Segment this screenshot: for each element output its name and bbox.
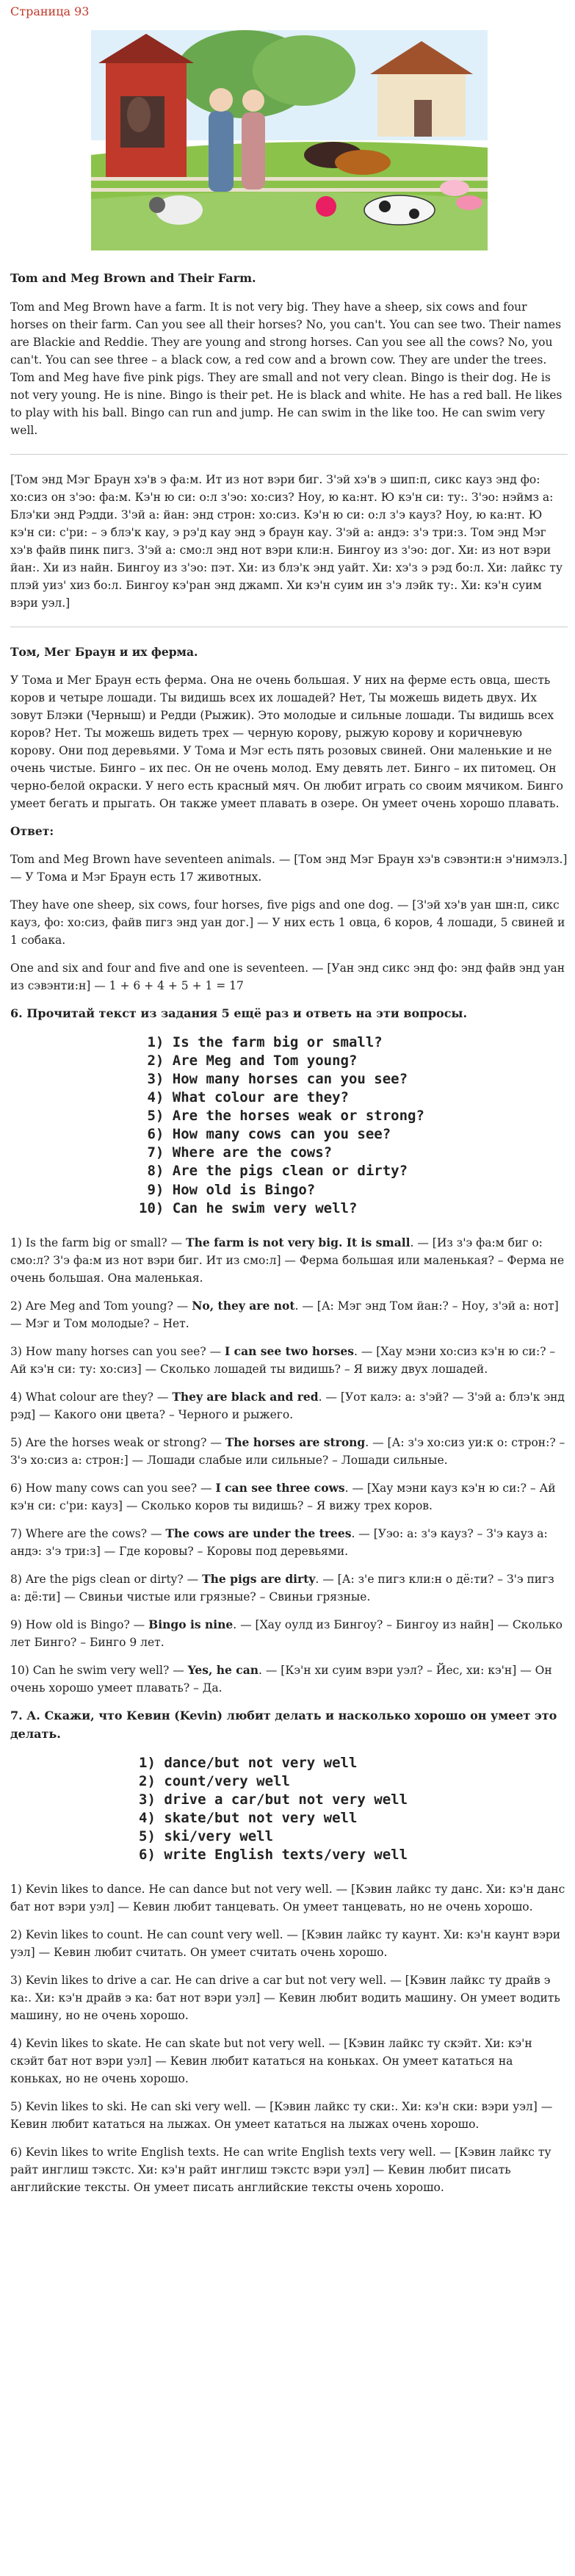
task7-answer: 6) Kevin likes to write English texts. He can write English texts very well. — [Кэвин лайкс ту райт инглиш тэкстс. Хи: кэ'н райт инглиш тэкстс вэри уэл] — Кевин любит писать английские тексты. Он умеет писать английские тексты очень хорошо. xyxy=(10,2146,552,2195)
answer-text: The cows are under the trees xyxy=(165,1526,352,1540)
list-item: 5) ski/very well xyxy=(139,1828,274,1844)
answer-translation: . — [А: з'е пигз кли:н о дё:ти? – З'э пигз а: дё:ти] — Свиньи чистые или грязные? – Свиньи грязные. xyxy=(10,1572,554,1603)
qa-item xyxy=(10,1570,568,1606)
story-text: Tom and Meg Brown have a farm. It is not very big. They have a sheep, six cows and four horses on their farm. Can you see all their horses? No, you can't. You can see two. Their names are Blackie and Reddie. They are young and strong horses. Can you see all the cows? No, you can't. You can see three – a black cow, a red cow and a brown cow. They are under the trees. Tom and Meg have five pink pigs. They are small and not very clean. Bingo is their dog. He is not very young. He is nine. Bingo is their pet. He is black and white. He has a red ball. He likes to play with his ball. Bingo can run and jump. He can swim in the like too. He can swim very well. xyxy=(10,300,563,437)
answer-paragraph: One and six and four and five and one is seventeen. — [Уан энд сикс энд фо: энд файв энд уан из сэвэнти:н] — 1 + 6 + 4 + 5 + 1 = 17 xyxy=(10,962,565,993)
answer-translation: . — [Хау мэни кауз кэ'н ю си:? – Ай кэ'н си: с'ри: кауз] — Сколько коров ты видишь? – Я вижу трех коров. xyxy=(10,1481,556,1512)
list-item: 6) write English texts/very well xyxy=(139,1847,408,1863)
qa-item xyxy=(10,1662,568,1697)
question-text: 3) How many horses can you see? — xyxy=(10,1344,225,1358)
page-label: Страница 93 xyxy=(10,4,90,18)
translation-title: Том, Мег Браун и их ферма. xyxy=(10,644,198,659)
list-item: 1) Is the farm big or small? xyxy=(139,1033,383,1050)
qa-item xyxy=(10,1388,568,1424)
list-item: 4) What colour are they? xyxy=(139,1089,349,1106)
answer-translation: . — [Из з'э фа:м биг о: смо:л? З'э фа:м из нот вэри биг. Ит из смо:л] — Ферма большая или маленькая? – Ферма не очень большая. Она маленькая. xyxy=(10,1235,565,1285)
list-item: 6) How many cows can you see? xyxy=(139,1126,391,1143)
task7-title: 7. А. Скажи, что Кевин (Kevin) любит делать и насколько хорошо он умеет это делать. xyxy=(10,1709,557,1741)
list-item: 5) Are the horses weak or strong? xyxy=(139,1108,424,1125)
answer-paragraph: They have one sheep, six cows, four horses, five pigs and one dog. — [З'эй хэ'в уан шн:п, сикс кауз, фо: хо:сиз, файв пигз энд уан дог.] — У них есть 1 овца, 6 коров, 4 лошади, 5 свиней и 1 собака. xyxy=(10,898,565,948)
list-item: 10) Can he swim very well? xyxy=(139,1199,358,1216)
answer-translation: . — [Хау мэни хо:сиз кэ'н ю си:? – Ай кэ'н си: ту: хо:сиз] — Сколько лошадей ты видишь? – Я вижу двух лошадей. xyxy=(10,1344,556,1376)
answer-text: The pigs are dirty xyxy=(202,1571,316,1586)
question-text: 9) How old is Bingo? — xyxy=(10,1617,149,1631)
qa-item xyxy=(10,1479,568,1515)
answer-text: They are black and red xyxy=(172,1389,319,1404)
answer-text: I can see two horses xyxy=(225,1343,354,1358)
list-item: 7) Where are the cows? xyxy=(139,1144,333,1161)
list-item: 2) count/very well xyxy=(139,1772,290,1789)
translation-text: У Тома и Мег Браун есть ферма. Она не очень большая. У них на ферме есть овца, шесть коров и четыре лошади. Ты видишь всех их лошадей? Нет, Ты можешь видеть двух. Их зовут Блэки (Черныш) и Редди (Рыжик). Это молодые и сильные лошади. Ты видишь всех коров? Нет. Ты можешь видеть трех — черную корову, рыжую корову и коричневую корову. Они под деревьями. У Тома и Мэг есть пять розовых свиней. Они маленькие и не очень чистые. Бинго – их пес. Он не очень молод. Ему девять лет. Бинго – их питомец. Он черно-белой окраски. У него есть красный мяч. Он любит играть со своим мячиком. Бинго умеет бегать и прыгать. Он также умеет плавать в озере. Он умеет очень хорошо плавать. xyxy=(10,673,563,810)
question-text: 4) What colour are they? — xyxy=(10,1390,173,1404)
question-text: 10) Can he swim very well? — xyxy=(10,1663,188,1677)
answer-translation: . — [Уэо: а: з'э кауз? – З'э кауз а: андэ: з'э три:з] — Где коровы? – Коровы под деревьями. xyxy=(10,1526,548,1558)
answer-text: The horses are strong xyxy=(225,1435,366,1449)
story-title: Tom and Meg Brown and Their Farm. xyxy=(10,270,256,285)
task7-answer: 3) Kevin likes to drive a car. He can drive a car but not very well. — [Кэвин лайкс ту драйв э ка:. Хи: кэ'н драйв э ка: бат нот вэри уэл] — Кевин любит водить машину. Он умеет водить машину, но не очень хорошо. xyxy=(10,1974,560,2023)
question-text: 7) Where are the cows? — xyxy=(10,1526,166,1540)
answer-translation: . — [Уот калэ: а: з'эй? — З'эй а: блэ'к энд рэд] — Какого они цвета? – Черного и рыжего. xyxy=(10,1390,565,1421)
qa-item xyxy=(10,1343,568,1378)
task7-answer: 5) Kevin likes to ski. He can ski very well. — [Кэвин лайкс ту ски:. Хи: кэ'н ски: вэри уэл] — Кевин любит кататься на лыжах. Он умеет кататься на лыжах очень хорошо. xyxy=(10,2100,553,2132)
task7-answer: 1) Kevin likes to dance. He can dance but not very well. — [Кэвин лайкс ту данс. Хи: кэ'н данс бат нот вэри уэл] — Кевин любит танцевать. Он умеет танцевать, но не очень хорошо. xyxy=(10,1883,565,1914)
qa-item xyxy=(10,1434,568,1469)
answer-translation: . — [Хау оулд из Бингоу? – Бингоу из найн] — Сколько лет Бинго? – Бинго 9 лет. xyxy=(10,1617,563,1649)
farm-illustration xyxy=(91,30,488,250)
list-item: 3) How many horses can you see? xyxy=(139,1071,408,1088)
answer-paragraph: Tom and Meg Brown have seventeen animals. — [Том энд Мэг Браун хэ'в сэвэнти:н э'нимэлз.] — У Тома и Мэг Браун есть 17 животных. xyxy=(10,853,568,884)
qa-item xyxy=(10,1234,568,1287)
answer-translation: . — [А: Мэг энд Том йан:? – Ноу, з'эй а: нот] — Мэг и Том молодые? – Нет. xyxy=(10,1299,559,1330)
answer-text: Bingo is nine xyxy=(148,1617,234,1631)
list-item: 8) Are the pigs clean or dirty? xyxy=(139,1163,408,1180)
question-text: 6) How many cows can you see? — xyxy=(10,1481,216,1495)
list-item: 3) drive a car/but not very well xyxy=(139,1791,408,1808)
list-item: 1) dance/but not very well xyxy=(139,1754,358,1771)
question-text: 5) Are the horses weak or strong? — xyxy=(10,1435,225,1449)
task7-answer: 2) Kevin likes to count. He can count very well. — [Кэвин лайкс ту каунт. Хи: кэ'н каунт вэри уэл] — Кевин любит считать. Он умеет считать очень хорошо. xyxy=(10,1928,561,1960)
task6-question-list xyxy=(10,1033,568,1218)
answer-text: No, they are not xyxy=(192,1298,295,1313)
list-item: 2) Are Meg and Tom young? xyxy=(139,1052,358,1069)
qa-item xyxy=(10,1525,568,1560)
question-text: 2) Are Meg and Tom young? — xyxy=(10,1299,192,1313)
answer-text: Yes, he can xyxy=(187,1662,259,1677)
task7-answer: 4) Kevin likes to skate. He can skate but not very well. — [Кэвин лайкс ту скэйт. Хи: кэ'н скэйт бат нот вэри уэл] — Кевин любит кататься на коньках. Он умеет кататься на коньках, но не очень хорошо. xyxy=(10,2037,532,2086)
question-text: 1) Is the farm big or small? — xyxy=(10,1235,187,1249)
list-item: 4) skate/but not very well xyxy=(139,1809,358,1826)
answer-translation: . — [А: з'э хо:сиз уи:к о: строн:? – З'э хо:сиз а: строн:] — Лошади слабые или сильные? – Лошади сильные. xyxy=(10,1435,565,1467)
answer-translation: . — [Кэ'н хи суим вэри уэл? – Йес, хи: кэ'н] — Он очень хорошо умеет плавать? – Да. xyxy=(10,1663,552,1695)
answer-label: Ответ: xyxy=(10,823,54,838)
task6-title: 6. Прочитай текст из задания 5 ещё раз и ответь на эти вопросы. xyxy=(10,1006,468,1021)
answer-text: I can see three cows xyxy=(215,1480,345,1495)
story-transcription: [Том энд Мэг Браун хэ'в э фа:м. Ит из нот вэри биг. З'эй хэ'в э шип:п, сикс кауз энд фо: хо:сиз он з'эо: фа:м. Кэ'н ю си: о:л з'эо: хо:сиз? Ноу, ю ка:нт. Ю кэ'н си: ту:. З'эо: нэймз а: Блэ'ки энд Рэдди. З'эй а: йан: энд строн: хо:сиз. Кэ'н ю си: о:л з'э кауз? Ноу, ю ка:нт. Ю кэ'н си: с'ри: – э блэ'к кау, э рэ'д кау энд э браун кау. З'эй а: андэ: з'э три:з. Том энд Мэг хэ'в файв пинк пигз. З'эй а: смо:л энд нот вэри кли:н. Бингоу из з'эо: дог. Хи: из нот вэри йан:. Хи из найн. Бингоу из з'эо: пэт. Хи: из блэ'к энд уайт. Хи: хэ'з э рэд бо:л. Хи: лайкс ту плэй уиз' хиз бо:л. Бингоу кэ'ран энд джамп. Хи кэ'н суим ин з'э лэйк ту:. Хи: кэ'н суим вэри уэл.] xyxy=(10,472,563,610)
qa-item xyxy=(10,1297,568,1332)
task7-item-list xyxy=(10,1754,568,1864)
divider xyxy=(10,454,568,455)
question-text: 8) Are the pigs clean or dirty? — xyxy=(10,1572,203,1586)
qa-item xyxy=(10,1616,568,1651)
answer-text: The farm is not very big. It is small xyxy=(186,1235,411,1249)
list-item: 9) How old is Bingo? xyxy=(139,1181,316,1198)
